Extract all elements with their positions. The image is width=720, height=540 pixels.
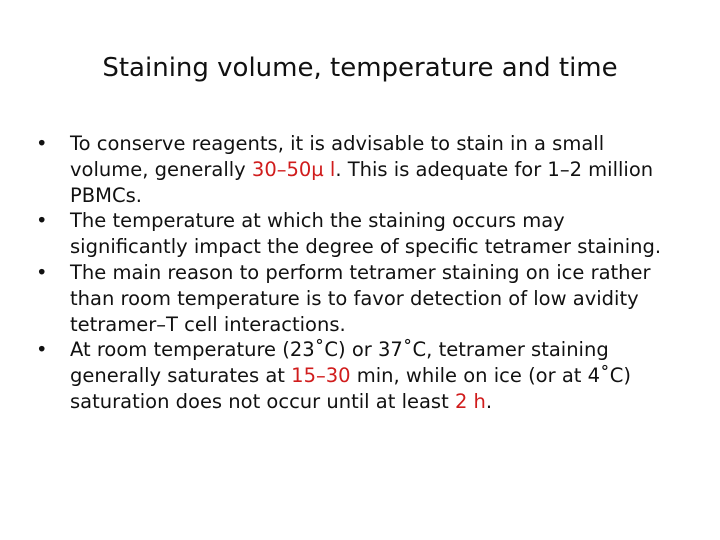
highlight-duration: 2 h — [454, 389, 486, 413]
highlight-volume: 30–50µ l — [251, 157, 336, 181]
slide-title: Staining volume, temperature and time — [102, 53, 618, 83]
bullet-text: min, while on ice (or at 4˚C) saturation does not occur until at least — [70, 364, 632, 413]
bullet-icon: • — [36, 209, 48, 233]
bullet-item-temperature — [36, 208, 676, 260]
bullet-text: At room temperature (23˚C) or 37˚C, tetramer staining generally saturates at — [70, 338, 609, 388]
bullet-icon: • — [36, 132, 48, 155]
bullet-icon: • — [36, 260, 48, 284]
bullet-text: The temperature at which the staining occurs may significantly impact the degree of specific tetramer staining. — [70, 209, 662, 259]
bullet-text: . — [485, 389, 493, 413]
bullet-text: . This is adequate for 1–2 million PBMCs. — [70, 157, 654, 207]
highlight-time-range: 15–30 — [291, 364, 351, 388]
bullet-text: The main reason to perform tetramer staining on ice rather than room temperature is to favor detection of low avidity tetramer–T cell interactions. — [70, 260, 651, 336]
bullet-text: To conserve reagents, it is advisable to stain in a small volume, generally — [70, 132, 605, 181]
bullet-item-reagents — [36, 131, 676, 208]
bullet-item-ice-reason — [36, 260, 676, 337]
bullet-item-saturation — [36, 337, 676, 414]
bullet-icon: • — [36, 338, 48, 362]
bullet-list — [36, 131, 676, 415]
